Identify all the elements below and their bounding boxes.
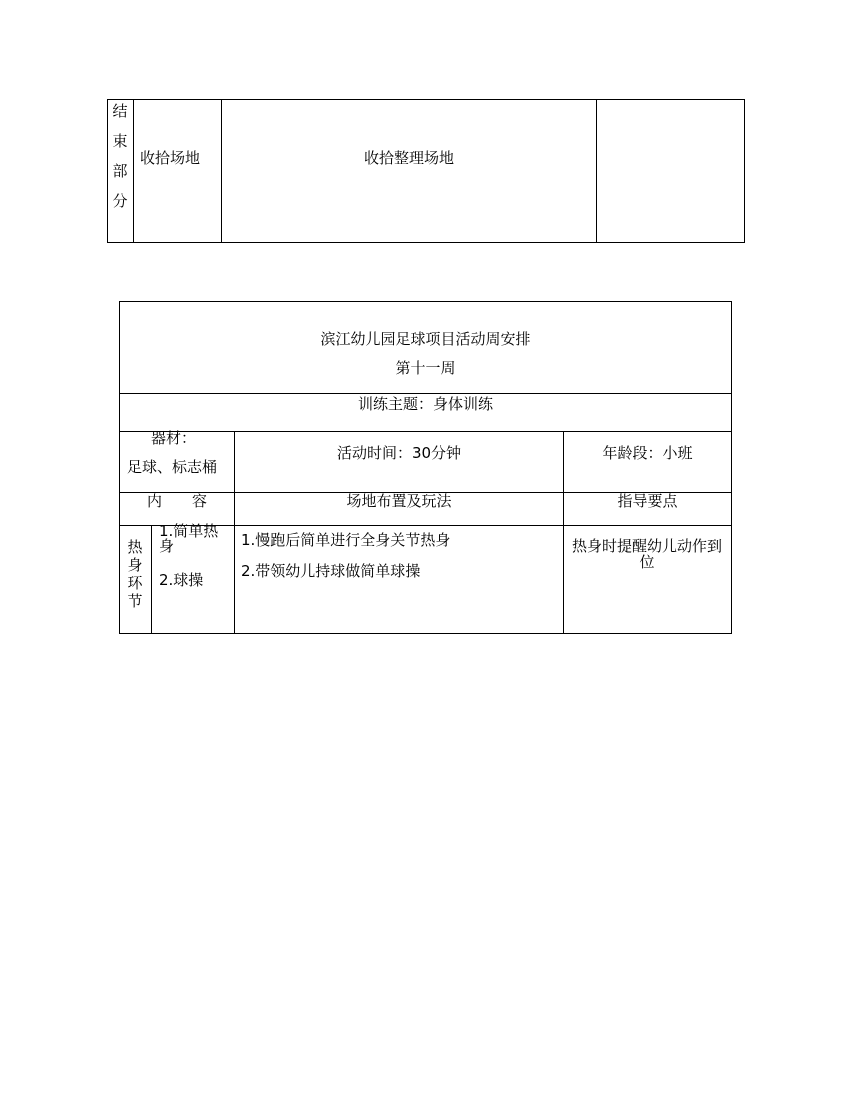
header-content: 内 容 <box>146 492 207 510</box>
header-points: 指导要点 <box>617 492 678 510</box>
closing-method-cell: 收拾整理场地 <box>363 149 454 167</box>
weekly-schedule-table <box>0 290 850 650</box>
closing-content-cell: 收拾场地 <box>140 149 201 167</box>
section-label-closing: 结束部分 <box>112 102 128 210</box>
activity-time: 活动时间：30分钟 <box>336 444 462 462</box>
schedule-title: 滨江幼儿园足球项目活动周安排 <box>320 330 531 348</box>
warmup-section-label: 热身环节 <box>127 538 143 610</box>
header-method: 场地布置及玩法 <box>346 492 452 510</box>
warmup-item-2: 2.球操 <box>159 571 204 589</box>
closing-section-table <box>0 0 850 260</box>
training-theme: 训练主题：身体训练 <box>357 395 493 413</box>
week-label: 第十一周 <box>395 359 456 377</box>
age-group: 年龄段：小班 <box>602 444 693 462</box>
warmup-item-1: 1.简单热身 <box>159 522 219 555</box>
warmup-guidance: 热身时提醒幼儿动作到位 <box>571 537 722 571</box>
warmup-method-2: 2.带领幼儿持球做简单球操 <box>241 562 421 580</box>
equipment-label: 器材： <box>151 429 197 447</box>
warmup-method-1: 1.慢跑后简单进行全身关节热身 <box>241 531 451 549</box>
equipment-value: 足球、标志桶 <box>127 458 218 476</box>
